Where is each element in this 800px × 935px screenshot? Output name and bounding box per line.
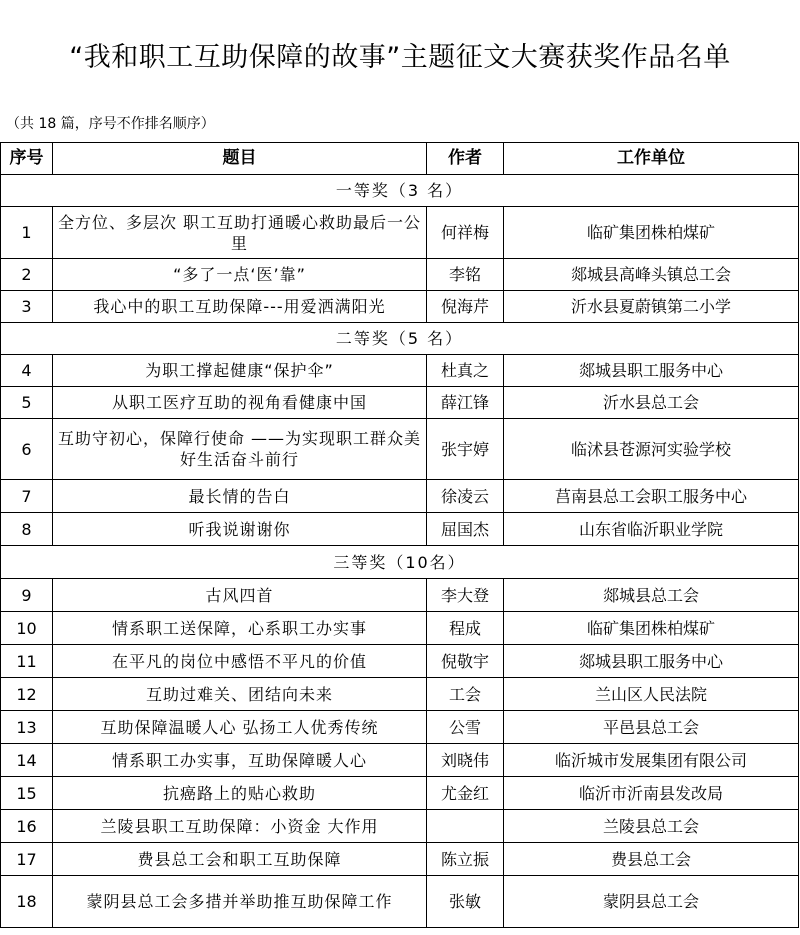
section-label: 一等奖（3 名） xyxy=(1,175,799,207)
row-author: 倪海芹 xyxy=(427,291,504,323)
row-topic: 互助过难关、团结向未来 xyxy=(53,678,427,711)
table-row xyxy=(1,612,799,645)
table-row xyxy=(1,355,799,387)
table-row xyxy=(1,419,799,480)
row-topic: 古风四首 xyxy=(53,579,427,612)
row-topic: 互助保障温暖人心 弘扬工人优秀传统 xyxy=(53,711,427,744)
row-unit: 郯城县总工会 xyxy=(504,579,799,612)
row-author: 工会 xyxy=(427,678,504,711)
row-unit: 临矿集团株柏煤矿 xyxy=(504,612,799,645)
row-no: 13 xyxy=(1,711,53,744)
row-author: 张敏 xyxy=(427,876,504,928)
table-row xyxy=(1,480,799,513)
row-author: 杜真之 xyxy=(427,355,504,387)
page-title: “我和职工互助保障的故事”主题征文大赛获奖作品名单 xyxy=(69,41,731,73)
section-row-first-prize xyxy=(1,175,799,207)
row-author: 屈国杰 xyxy=(427,513,504,546)
table-row xyxy=(1,843,799,876)
row-author: 李大登 xyxy=(427,579,504,612)
row-topic: 兰陵县职工互助保障：小资金 大作用 xyxy=(53,810,427,843)
row-topic: 情系职工办实事，互助保障暖人心 xyxy=(53,744,427,777)
row-no: 3 xyxy=(1,291,53,323)
row-no: 2 xyxy=(1,259,53,291)
section-label: 三等奖（10名） xyxy=(1,546,799,579)
row-unit: 蒙阴县总工会 xyxy=(504,876,799,928)
row-topic: “多了一点‘医’靠” xyxy=(53,259,427,291)
table-row xyxy=(1,810,799,843)
row-author: 陈立振 xyxy=(427,843,504,876)
list-note: （共 18 篇，序号不作排名顺序） xyxy=(6,116,215,132)
header-unit: 工作单位 xyxy=(504,143,799,175)
row-topic: 为职工撑起健康“保护伞” xyxy=(53,355,427,387)
table-row xyxy=(1,876,799,928)
row-topic: 最长情的告白 xyxy=(53,480,427,513)
table-row xyxy=(1,579,799,612)
row-no: 15 xyxy=(1,777,53,810)
row-author: 倪敬宇 xyxy=(427,645,504,678)
header-topic: 题目 xyxy=(53,143,427,175)
row-no: 1 xyxy=(1,207,53,259)
row-author: 薛江锋 xyxy=(427,387,504,419)
row-no: 7 xyxy=(1,480,53,513)
row-topic: 蒙阴县总工会多措并举助推互助保障工作 xyxy=(53,876,427,928)
row-no: 4 xyxy=(1,355,53,387)
row-no: 11 xyxy=(1,645,53,678)
row-author: 程成 xyxy=(427,612,504,645)
row-unit: 莒南县总工会职工服务中心 xyxy=(504,480,799,513)
header-no: 序号 xyxy=(1,143,53,175)
row-no: 9 xyxy=(1,579,53,612)
row-no: 18 xyxy=(1,876,53,928)
row-no: 16 xyxy=(1,810,53,843)
row-topic: 情系职工送保障，心系职工办实事 xyxy=(53,612,427,645)
row-topic: 在平凡的岗位中感悟不平凡的价值 xyxy=(53,645,427,678)
row-unit: 兰山区人民法院 xyxy=(504,678,799,711)
table-row xyxy=(1,744,799,777)
table-row xyxy=(1,207,799,259)
award-table xyxy=(0,142,799,928)
row-no: 8 xyxy=(1,513,53,546)
row-author: 刘晓伟 xyxy=(427,744,504,777)
row-topic: 我心中的职工互助保障---用爱洒满阳光 xyxy=(53,291,427,323)
row-unit: 临沂城市发展集团有限公司 xyxy=(504,744,799,777)
table-row xyxy=(1,291,799,323)
table-row xyxy=(1,777,799,810)
row-unit: 临矿集团株柏煤矿 xyxy=(504,207,799,259)
header-author: 作者 xyxy=(427,143,504,175)
section-label: 二等奖（5 名） xyxy=(1,323,799,355)
row-author: 公雪 xyxy=(427,711,504,744)
table-header-row xyxy=(1,143,799,175)
row-unit: 临沭县苍源河实验学校 xyxy=(504,419,799,480)
row-unit: 郯城县高峰头镇总工会 xyxy=(504,259,799,291)
row-author: 李铭 xyxy=(427,259,504,291)
row-author: 徐凌云 xyxy=(427,480,504,513)
row-no: 12 xyxy=(1,678,53,711)
table-row xyxy=(1,678,799,711)
row-author xyxy=(427,810,504,843)
table-row xyxy=(1,259,799,291)
row-author: 何祥梅 xyxy=(427,207,504,259)
row-topic: 全方位、多层次 职工互助打通暖心救助最后一公里 xyxy=(53,207,427,259)
row-unit: 兰陵县总工会 xyxy=(504,810,799,843)
row-unit: 平邑县总工会 xyxy=(504,711,799,744)
row-unit: 沂水县总工会 xyxy=(504,387,799,419)
row-unit: 沂水县夏蔚镇第二小学 xyxy=(504,291,799,323)
row-topic: 抗癌路上的贴心救助 xyxy=(53,777,427,810)
row-no: 17 xyxy=(1,843,53,876)
table-row xyxy=(1,711,799,744)
row-unit: 郯城县职工服务中心 xyxy=(504,645,799,678)
row-unit: 临沂市沂南县发改局 xyxy=(504,777,799,810)
row-unit: 山东省临沂职业学院 xyxy=(504,513,799,546)
row-topic: 听我说谢谢你 xyxy=(53,513,427,546)
row-no: 10 xyxy=(1,612,53,645)
row-topic: 从职工医疗互助的视角看健康中国 xyxy=(53,387,427,419)
row-no: 6 xyxy=(1,419,53,480)
row-author: 张宇婷 xyxy=(427,419,504,480)
section-row-second-prize xyxy=(1,323,799,355)
table-row xyxy=(1,645,799,678)
row-topic: 互助守初心，保障行使命 ——为实现职工群众美好生活奋斗前行 xyxy=(53,419,427,480)
row-author: 尤金红 xyxy=(427,777,504,810)
row-unit: 费县总工会 xyxy=(504,843,799,876)
table-row xyxy=(1,387,799,419)
row-unit: 郯城县职工服务中心 xyxy=(504,355,799,387)
row-no: 5 xyxy=(1,387,53,419)
row-no: 14 xyxy=(1,744,53,777)
row-topic: 费县总工会和职工互助保障 xyxy=(53,843,427,876)
section-row-third-prize xyxy=(1,546,799,579)
table-row xyxy=(1,513,799,546)
